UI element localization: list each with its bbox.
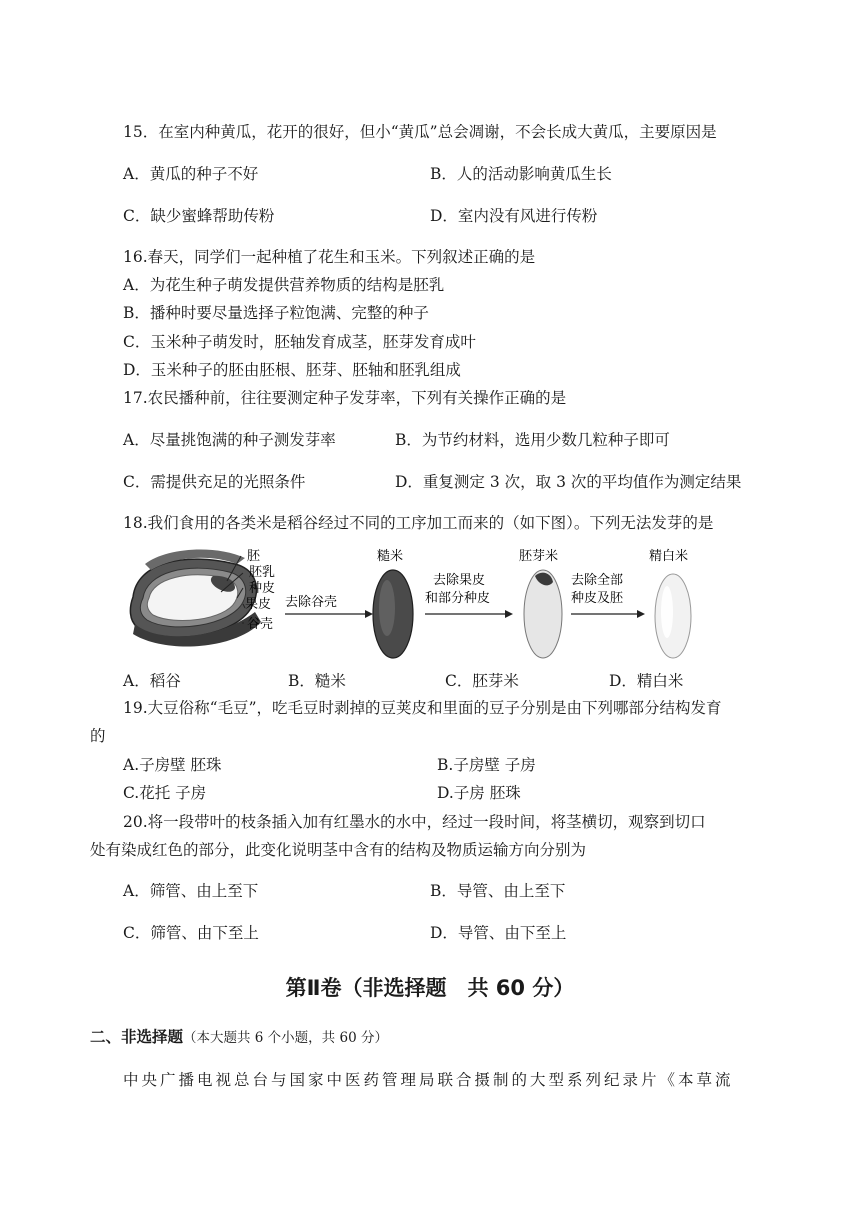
q15-option-c: C．缺少蜜蜂帮助传粉	[123, 207, 275, 225]
q19-option-d: D.子房 胚珠	[437, 784, 521, 802]
part2-title: 第Ⅱ卷（非选择题 共 60 分）	[285, 976, 575, 1000]
q17-option-a: A．尽量挑饱满的种子测发芽率	[123, 431, 336, 449]
q20-stem-line2: 处有染成红色的部分，此变化说明茎中含有的结构及物质运输方向分别为	[90, 841, 587, 859]
label-husk: 谷壳	[247, 617, 274, 632]
q15-stem: 15．在室内种黄瓜，花开的很好，但小“黄瓜”总会凋谢，不会长成大黄瓜，主要原因是	[123, 123, 717, 141]
q19-stem-line1: 19.大豆俗称“毛豆”，吃毛豆时剥掉的豆荚皮和里面的豆子分别是由下列哪部分结构发育	[123, 699, 722, 717]
section-note: （本大题共 6 个小题，共 60 分）	[183, 1030, 388, 1046]
step2-label-line1: 去除果皮	[433, 573, 486, 588]
q20-option-b: B．导管、由上至下	[430, 882, 566, 900]
q19-option-b: B.子房壁 子房	[437, 756, 536, 774]
rice2-label: 胚芽米	[519, 549, 559, 564]
step2-label-line2: 和部分种皮	[425, 591, 491, 606]
rice-grain-diagram	[130, 549, 261, 646]
q18-option-b: B．糙米	[288, 672, 346, 690]
rice3-label: 精白米	[649, 549, 689, 564]
step3-label-line1: 去除全部	[571, 573, 624, 588]
part2-intro-text: 中央广播电视总台与国家中医药管理局联合摄制的大型系列纪录片《本草流	[123, 1071, 734, 1089]
q17-option-b: B．为节约材料，选用少数几粒种子即可	[395, 431, 670, 449]
section-label: 二、非选择题	[90, 1028, 184, 1046]
step1-label: 去除谷壳	[285, 595, 338, 610]
q18-option-c: C．胚芽米	[445, 672, 519, 690]
rice-processing-figure	[125, 542, 705, 670]
q20-stem-line1: 20.将一段带叶的枝条插入加有红墨水的水中，经过一段时间，将茎横切，观察到切口	[123, 813, 706, 831]
q16-option-b: B．播种时要尽量选择子粒饱满、完整的种子	[123, 304, 429, 322]
rice1-label: 糙米	[377, 549, 404, 564]
q16-option-a: A．为花生种子萌发提供营养物质的结构是胚乳	[123, 276, 445, 294]
q19-stem-line2: 的	[90, 727, 106, 745]
section-heading	[90, 1027, 388, 1048]
q16-stem: 16.春天，同学们一起种植了花生和玉米。下列叙述正确的是	[123, 248, 536, 266]
step3-label-line2: 种皮及胚	[571, 591, 624, 606]
arrow-icon	[637, 610, 645, 618]
q15-option-d: D．室内没有风进行传粉	[430, 207, 598, 225]
q18-option-a: A．稻谷	[123, 672, 181, 690]
q16-option-d: D．玉米种子的胚由胚根、胚芽、胚轴和胚乳组成	[123, 361, 461, 379]
q20-option-c: C．筛管、由下至上	[123, 924, 259, 942]
label-seed-coat: 种皮	[249, 581, 276, 596]
q16-option-c: C．玉米种子萌发时，胚轴发育成茎，胚芽发育成叶	[123, 333, 476, 351]
q20-option-a: A．筛管、由上至下	[123, 882, 259, 900]
label-endosperm: 胚乳	[249, 565, 276, 580]
label-pericarp: 果皮	[245, 597, 272, 612]
q15-option-b: B．人的活动影响黄瓜生长	[430, 165, 612, 183]
q17-stem: 17.农民播种前，往往要测定种子发芽率，下列有关操作正确的是	[123, 389, 567, 407]
label-embryo: 胚	[247, 549, 261, 564]
arrow-icon	[505, 610, 513, 618]
arrow-icon	[365, 610, 373, 618]
q17-option-c: C．需提供充足的光照条件	[123, 473, 306, 491]
q20-option-d: D．导管、由下至上	[430, 924, 567, 942]
q17-option-d: D．重复测定 3 次，取 3 次的平均值作为测定结果	[395, 473, 742, 491]
q18-option-d: D．精白米	[609, 672, 684, 690]
q15-option-a: A．黄瓜的种子不好	[123, 165, 259, 183]
q19-option-c: C.花托 子房	[123, 784, 207, 802]
white-rice-grain	[655, 574, 691, 658]
q18-stem: 18.我们食用的各类米是稻谷经过不同的工序加工而来的（如下图）。下列无法发芽的是	[123, 514, 714, 532]
q19-option-a: A.子房壁 胚珠	[123, 756, 222, 774]
